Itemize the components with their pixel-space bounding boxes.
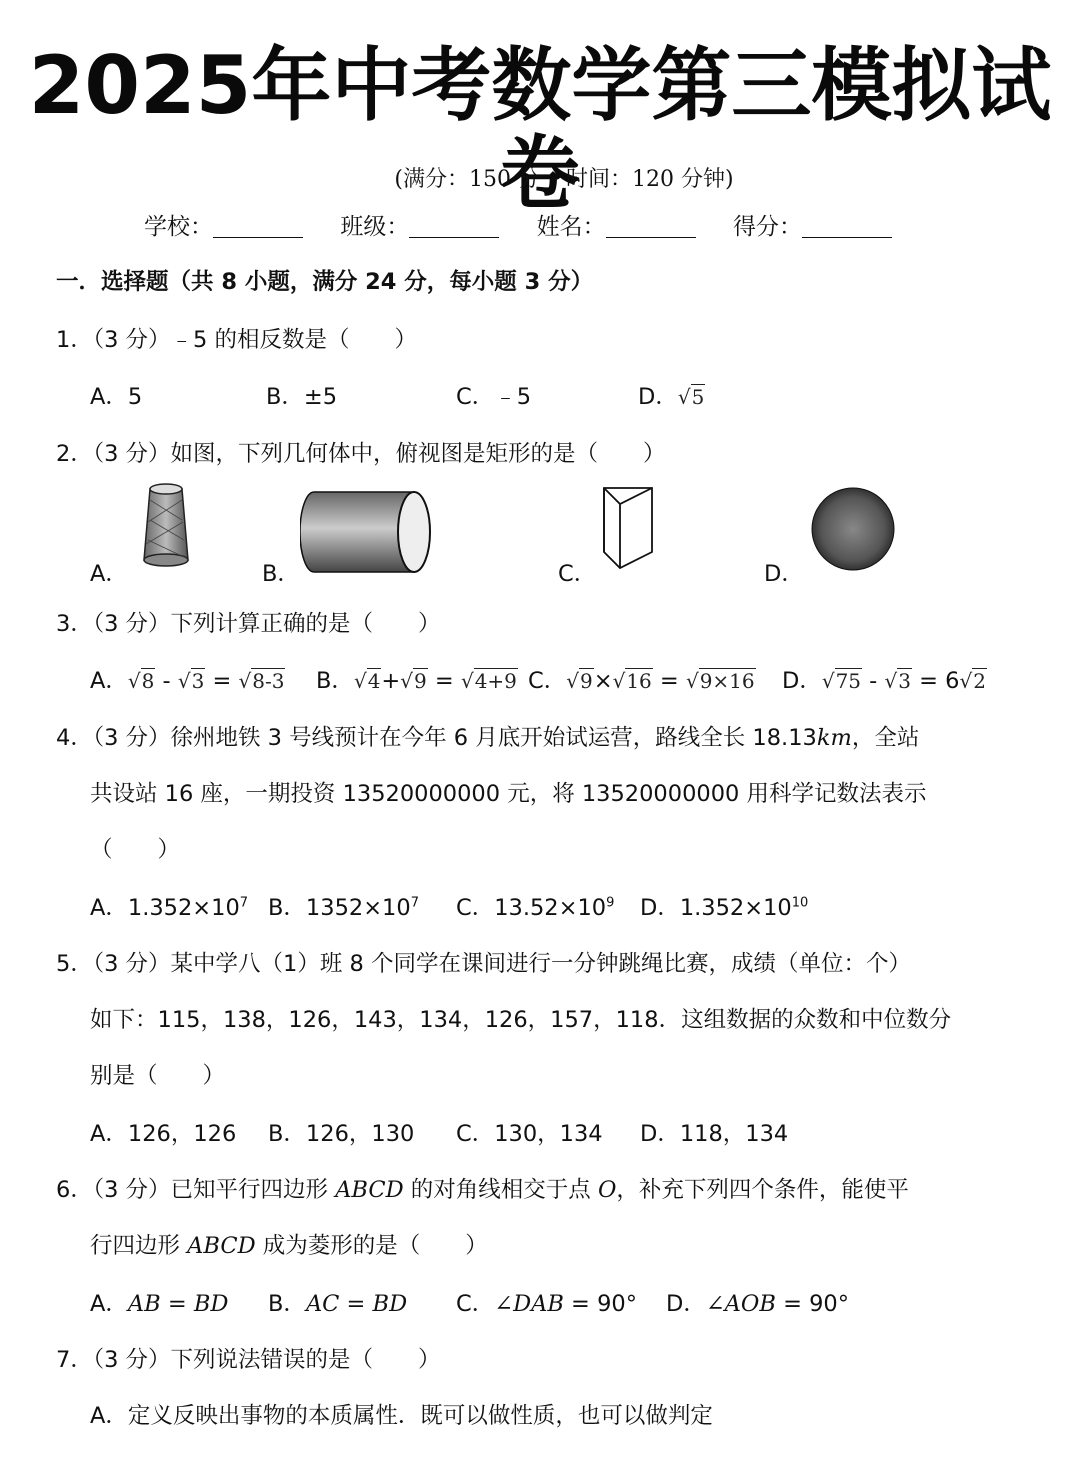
q1-option-b[interactable]: B．±5 (266, 384, 338, 410)
question-7-stem: 7．（3 分）下列说法错误的是（ ） (56, 1347, 441, 1373)
q6-l1-text-c: ，补充下列四个条件，能使平 (616, 1177, 909, 1203)
q1-d-radicand: 5 (691, 385, 705, 409)
q3-a-label: A． (90, 668, 128, 694)
q6-a-label: A． (90, 1291, 128, 1317)
q6-option-d[interactable] (666, 1286, 849, 1318)
q6-l1-text-a: 6．（3 分）已知平行四边形 (56, 1177, 336, 1203)
frustum-shape-image (136, 480, 196, 572)
class-field[interactable] (340, 208, 499, 241)
student-info-row (144, 208, 922, 241)
q6-l1-text-b: 的对角线相交于点 (403, 1177, 598, 1203)
q3-b-radicand-2: 9 (414, 669, 427, 693)
q3-b-label: B． (316, 668, 354, 694)
q3-b-operator: + (381, 668, 401, 694)
school-field[interactable] (144, 208, 303, 241)
question-4-line-3: （ ） (90, 837, 181, 863)
q3-a-radicand-1: 8 (141, 669, 155, 693)
q3-d-label: D． (782, 668, 822, 694)
triangular-prism-image (596, 482, 662, 574)
q3-b-radicand-1: 4 (367, 669, 381, 693)
q6-d-expr: ∠AOB (705, 1291, 776, 1317)
q4-a-exponent: 7 (239, 895, 249, 911)
q6-b-label: B． (268, 1291, 306, 1317)
q6-a-expr: AB = BD (127, 1291, 229, 1317)
q3-option-b[interactable] (316, 663, 518, 695)
q5-option-d[interactable]: D．118，134 (640, 1121, 789, 1147)
q2-option-b[interactable]: B． (262, 561, 300, 587)
q3-option-d[interactable] (782, 663, 987, 695)
name-label: 姓名： (536, 214, 606, 240)
q6-l2-abcd: ABCD (187, 1233, 256, 1259)
q6-b-expr: AC = BD (305, 1291, 408, 1317)
q3-b-equals: = (427, 668, 461, 694)
sqrt-symbol: √5 (677, 385, 705, 409)
q3-d-radicand-1: 75 (835, 669, 862, 693)
q7-option-a[interactable]: A．定义反映出事物的本质属性．既可以做性质，也可以做判定 (90, 1403, 713, 1429)
q3-d-equals: = 6 (911, 668, 960, 694)
q6-l1-abcd: ABCD (335, 1177, 404, 1203)
name-blank[interactable] (606, 217, 696, 238)
q3-c-operator: × (593, 668, 613, 694)
q6-l1-point-o: O (597, 1177, 617, 1203)
q2-option-d[interactable]: D． (764, 561, 804, 587)
q6-d-value: = 90° (775, 1291, 849, 1317)
q3-option-c[interactable] (528, 663, 756, 695)
q6-option-a[interactable] (90, 1286, 228, 1318)
sqrt-symbol: √8-3 (238, 669, 285, 693)
question-1-stem: 1．（3 分）﹣5 的相反数是（ ） (56, 327, 418, 353)
q3-c-equals: = (652, 668, 686, 694)
question-5-line-3: 别是（ ） (90, 1063, 226, 1089)
q1-option-d[interactable] (638, 379, 705, 411)
sqrt-symbol: √16 (612, 669, 652, 693)
name-field[interactable] (537, 208, 696, 241)
q3-option-a[interactable] (90, 663, 285, 695)
score-blank[interactable] (802, 217, 892, 238)
sphere-shape-image (810, 486, 898, 574)
question-5-line-2: 如下：115，138，126，143，134，126，157，118．这组数据的众数和中位数分 (90, 1007, 952, 1033)
sqrt-symbol: √75 (821, 669, 862, 693)
q3-c-radicand-1: 9 (579, 669, 593, 693)
q6-c-label: C． (456, 1291, 495, 1317)
full-score: (满分：150 分 (394, 167, 540, 192)
sqrt-symbol: √9 (566, 669, 593, 693)
q1-d-label: D． (638, 384, 678, 410)
sqrt-symbol: √4 (353, 669, 381, 693)
q1-option-a[interactable]: A．5 (90, 384, 143, 410)
q3-a-radicand-3: 8-3 (252, 669, 285, 693)
q4-c-text: C．13.52×10 (456, 895, 607, 921)
score-label: 得分： (732, 214, 802, 240)
q4-c-exponent: 9 (606, 895, 615, 911)
sqrt-symbol: √3 (884, 669, 911, 693)
q5-option-a[interactable]: A．126，126 (90, 1121, 237, 1147)
page-title: 2025年中考数学第三模拟试卷 (28, 39, 1052, 220)
q3-d-radicand-3: 2 (973, 669, 986, 693)
sqrt-symbol: √9 (400, 669, 427, 693)
q3-b-radicand-3: 4+9 (474, 669, 517, 693)
q3-c-radicand-2: 16 (626, 669, 652, 693)
exam-time: 时间：120 分钟) (566, 167, 734, 192)
q4-option-b[interactable] (268, 890, 419, 922)
q4-line1-end: ，全站 (851, 725, 920, 751)
q3-a-equals: = (205, 668, 239, 694)
q5-option-c[interactable]: C．130，134 (456, 1121, 603, 1147)
q6-option-b[interactable] (268, 1286, 407, 1318)
school-blank[interactable] (213, 217, 303, 238)
question-4-line-2: 共设站 16 座，一期投资 13520000000 元，将 13520000000 用科学记数法表示 (90, 781, 927, 807)
cylinder-shape-image (300, 488, 436, 576)
q4-unit: km (816, 725, 852, 751)
q6-option-c[interactable] (456, 1286, 637, 1318)
q4-line1-text: 4．（3 分）徐州地铁 3 号线预计在今年 6 月底开始试运营，路线全长 18.13 (56, 725, 817, 751)
q4-option-a[interactable] (90, 890, 248, 922)
question-5-line-1: 5．（3 分）某中学八（1）班 8 个同学在课间进行一分钟跳绳比赛，成绩（单位：个） (56, 951, 911, 977)
q4-b-exponent: 7 (410, 895, 419, 911)
question-2-stem: 2．（3 分）如图，下列几何体中，俯视图是矩形的是（ ） (56, 441, 666, 467)
question-6-line-1 (56, 1172, 909, 1204)
q3-a-operator: - (155, 668, 178, 694)
q4-d-exponent: 10 (791, 895, 809, 911)
q6-c-value: = 90° (563, 1291, 637, 1317)
score-field[interactable] (733, 208, 892, 241)
question-4-line-1 (56, 720, 919, 752)
question-6-line-2 (90, 1228, 488, 1260)
q1-option-c[interactable]: C．﹣5 (456, 384, 532, 410)
q6-c-expr: ∠DAB (494, 1291, 564, 1317)
sqrt-symbol: √9×16 (685, 669, 755, 693)
q6-l2-text-b: 成为菱形的是（ ） (255, 1233, 488, 1259)
q3-d-operator: - (862, 668, 885, 694)
sqrt-symbol: √3 (177, 669, 205, 693)
q2-option-c[interactable]: C． (558, 561, 597, 587)
exam-subtitle (0, 162, 1080, 193)
q3-a-radicand-2: 3 (191, 669, 205, 693)
q6-d-label: D． (666, 1291, 706, 1317)
sqrt-symbol: √2 (959, 669, 986, 693)
q3-c-label: C． (528, 668, 567, 694)
question-3-stem: 3．（3 分）下列计算正确的是（ ） (56, 611, 441, 637)
q3-d-radicand-2: 3 (898, 669, 911, 693)
q2-option-a[interactable]: A． (90, 561, 128, 587)
class-label: 班级： (340, 214, 410, 240)
school-label: 学校： (144, 214, 213, 240)
q4-option-c[interactable] (456, 890, 614, 922)
section-heading: 一．选择题（共 8 小题，满分 24 分，每小题 3 分） (56, 269, 594, 295)
q5-option-b[interactable]: B．126，130 (268, 1121, 415, 1147)
q3-c-radicand-3: 9×16 (699, 669, 755, 693)
sqrt-symbol: √4+9 (460, 669, 517, 693)
class-blank[interactable] (409, 217, 499, 238)
q6-l2-text-a: 行四边形 (90, 1233, 188, 1259)
q4-option-d[interactable] (640, 890, 808, 922)
q4-b-text: B．1352×10 (268, 895, 411, 921)
q4-d-text: D．1.352×10 (640, 895, 792, 921)
q4-a-text: A．1.352×10 (90, 895, 240, 921)
sqrt-symbol: √8 (127, 669, 155, 693)
